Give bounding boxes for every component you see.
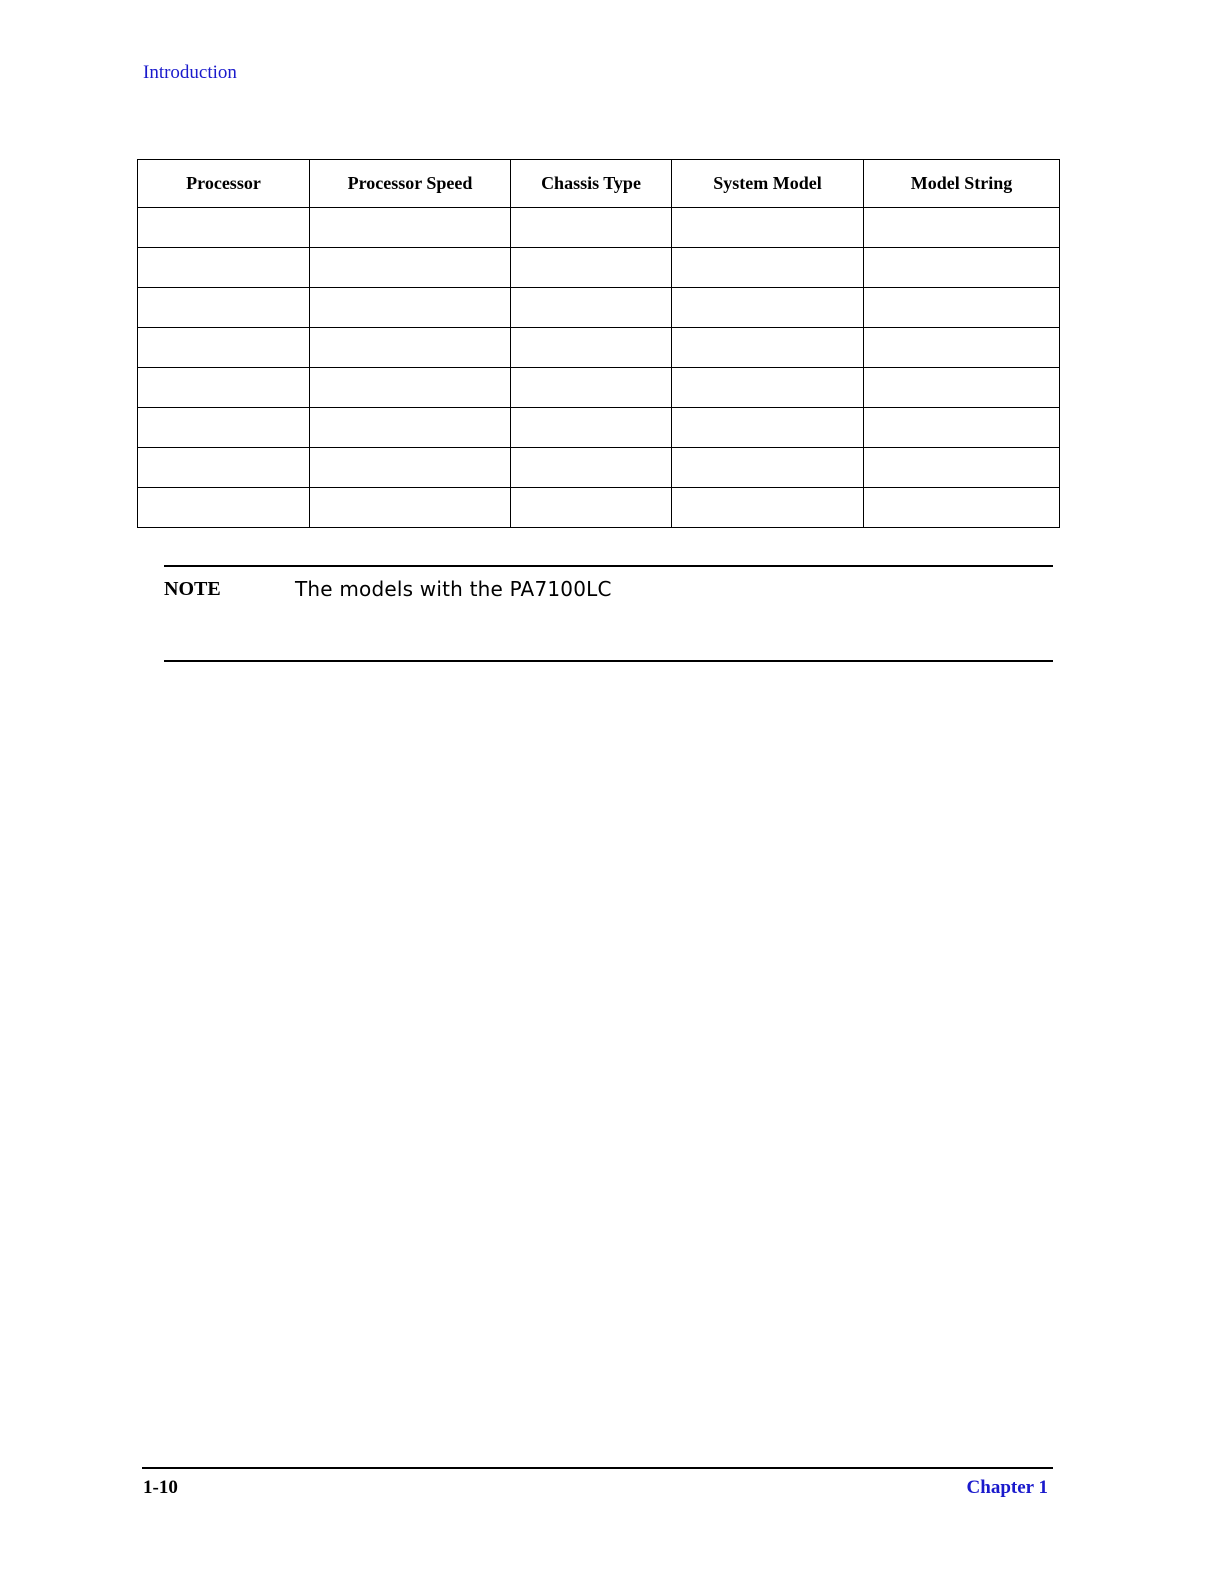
table-cell bbox=[672, 408, 864, 448]
note-text: The models with the PA7100LC bbox=[295, 577, 612, 601]
table-cell bbox=[138, 408, 310, 448]
table-cell bbox=[310, 408, 511, 448]
table-cell bbox=[511, 248, 672, 288]
running-header-link[interactable]: Introduction bbox=[143, 62, 237, 83]
table-cell bbox=[864, 448, 1060, 488]
table-cell bbox=[864, 288, 1060, 328]
column-header-chassis-type: Chassis Type bbox=[511, 160, 672, 208]
table-header-row bbox=[138, 160, 1060, 208]
table-cell bbox=[511, 368, 672, 408]
table-cell bbox=[511, 328, 672, 368]
column-header-model-string: Model String bbox=[864, 160, 1060, 208]
table-cell bbox=[672, 488, 864, 528]
footer-rule bbox=[142, 1467, 1053, 1469]
table-cell bbox=[138, 488, 310, 528]
table-cell bbox=[138, 328, 310, 368]
column-header-system-model: System Model bbox=[672, 160, 864, 208]
table-cell bbox=[672, 448, 864, 488]
column-header-processor-speed: Processor Speed bbox=[310, 160, 511, 208]
table-cell bbox=[138, 208, 310, 248]
table-row bbox=[138, 288, 1060, 328]
table-cell bbox=[864, 328, 1060, 368]
table-row bbox=[138, 248, 1060, 288]
table-row bbox=[138, 448, 1060, 488]
table-cell bbox=[864, 248, 1060, 288]
table-cell bbox=[864, 368, 1060, 408]
table-cell bbox=[864, 208, 1060, 248]
table-cell bbox=[310, 248, 511, 288]
table-cell bbox=[310, 448, 511, 488]
table-cell bbox=[310, 328, 511, 368]
chapter-link[interactable]: Chapter 1 bbox=[966, 1477, 1048, 1498]
column-header-processor: Processor bbox=[138, 160, 310, 208]
note-bottom-rule bbox=[164, 660, 1053, 662]
processor-spec-table bbox=[137, 159, 1060, 528]
table-cell bbox=[310, 288, 511, 328]
table-cell bbox=[138, 248, 310, 288]
note-label: NOTE bbox=[164, 578, 221, 600]
table-row bbox=[138, 328, 1060, 368]
table-cell bbox=[864, 488, 1060, 528]
table-cell bbox=[138, 368, 310, 408]
table-row bbox=[138, 368, 1060, 408]
table-cell bbox=[511, 448, 672, 488]
table-cell bbox=[511, 208, 672, 248]
table-cell bbox=[864, 408, 1060, 448]
table-cell bbox=[511, 288, 672, 328]
table-cell bbox=[511, 488, 672, 528]
table-cell bbox=[138, 288, 310, 328]
table-cell bbox=[672, 368, 864, 408]
table-cell bbox=[310, 368, 511, 408]
table-cell bbox=[138, 448, 310, 488]
note-top-rule bbox=[164, 565, 1053, 567]
table-row bbox=[138, 408, 1060, 448]
table-cell bbox=[672, 328, 864, 368]
table-row bbox=[138, 488, 1060, 528]
page-number: 1-10 bbox=[143, 1477, 178, 1498]
table-cell bbox=[672, 288, 864, 328]
table-row bbox=[138, 208, 1060, 248]
table-cell bbox=[672, 248, 864, 288]
table-cell bbox=[310, 208, 511, 248]
table-cell bbox=[310, 488, 511, 528]
table-cell bbox=[672, 208, 864, 248]
table-cell bbox=[511, 408, 672, 448]
